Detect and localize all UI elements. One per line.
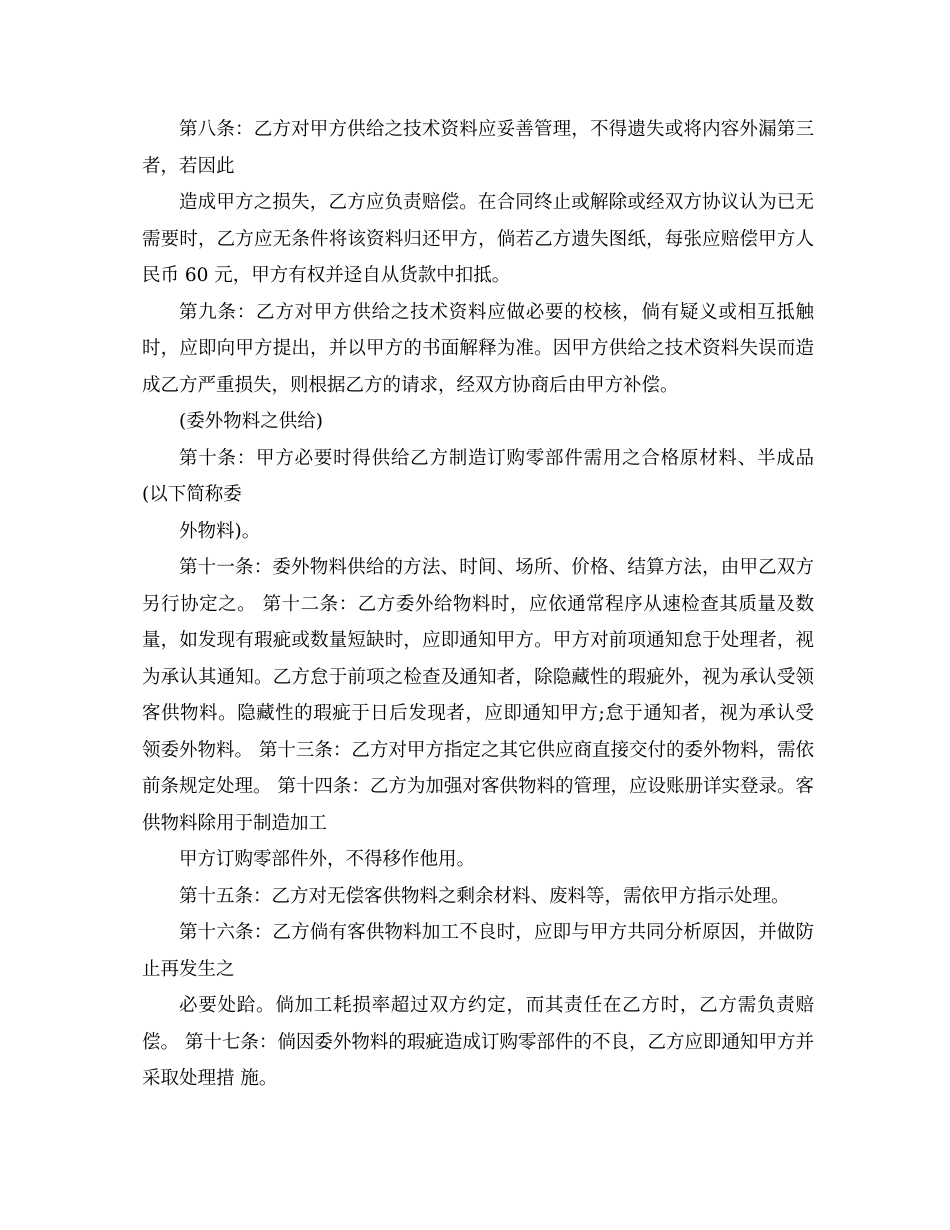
paragraph-article-8-start: 第八条：乙方对甲方供给之技术资料应妥善管理，不得遗失或将内容外漏第三者，若因此 (142, 119, 814, 177)
section-heading-outsourced-materials: (委外物料之供给) (179, 411, 323, 432)
paragraph-article-8-cont: 造成甲方之损失，乙方应负责赔偿。在合同终止或解除或经双方协议认为已无需要时，乙方应无条件将该资料归还甲方，倘若乙方遗失图纸，每张应赔偿甲方人民币 60 元，甲方有权并迳自从货款中扣抵。 (142, 192, 814, 286)
paragraph-article-14-cont: 甲方订购零部件外，不得移作他用。 (179, 849, 476, 870)
paragraph-article-10-cont: 外物料)。 (179, 520, 261, 542)
paragraph-article-9: 第九条：乙方对甲方供给之技术资料应做必要的校核，倘有疑义或相互抵触时，应即向甲方提出，并以甲方的书面解释为准。因甲方供给之技术资料失误而造成乙方严重损失，则根据乙方的请求，经双方协商后由甲方补偿。 (142, 301, 814, 396)
paragraph-article-15: 第十五条：乙方对无偿客供物料之剩余材料、废料等，需依甲方指示处理。 (179, 885, 790, 907)
paragraph-article-10-start: 第十条：甲方必要时得供给乙方制造订购零部件需用之合格原材料、半成品(以下简称委 (142, 447, 814, 505)
paragraph-article-16-start: 第十六条：乙方倘有客供物料加工不良时，应即与甲方共同分析原因，并做防止再发生之 (142, 922, 814, 980)
document-body (142, 112, 814, 1098)
paragraph-articles-16-17: 必要处跲。倘加工耗损率超过双方约定，而其责任在乙方时，乙方需负责赔偿。 第十七条：倘因委外物料的瑕疵造成订购零部件的不良，乙方应即通知甲方并采取处理措 施。 (142, 995, 814, 1089)
paragraph-articles-11-14: 第十一条：委外物料供给的方法、时间、场所、价格、结算方法，由甲乙双方另行协定之。 第十二条：乙方委外给物料时，应依通常程序从速检查其质量及数量，如发现有瑕疵或数量短缺时，应即通知甲方。甲方对前项通知怠于处理者，视为承认其通知。乙方怠于前项之检查及通知者，除隐藏性的瑕疵外，视为承认受领客供物料。隐藏性的瑕疵于日后发现者，应即通知甲方;怠于通知者，视为承认受领委外物料。 第十三条：乙方对甲方指定之其它供应商直接交付的委外物料，需依前条规定处理。 第十四条：乙方为加强对客供物料的管理，应设账册详实登录。客供物料除用于制造加工 (142, 557, 814, 834)
